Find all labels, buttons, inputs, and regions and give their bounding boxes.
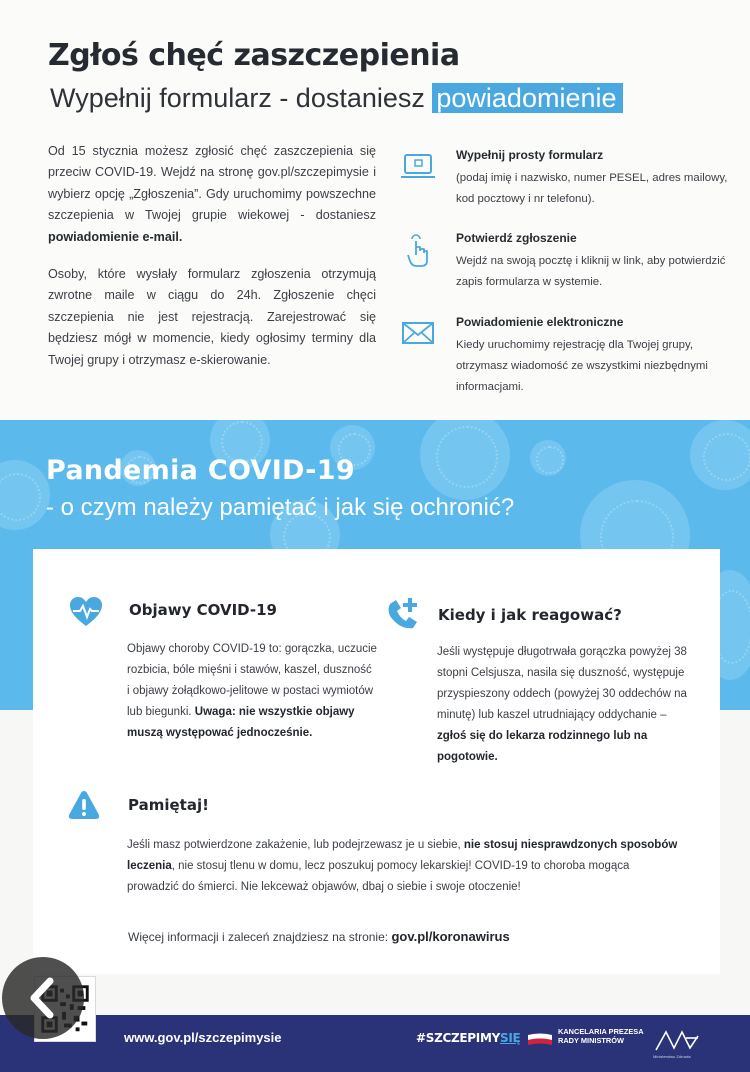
kprm-logo-text bbox=[558, 1027, 648, 1045]
virus-decoration bbox=[690, 420, 750, 490]
step-body: Wejdź na swoją pocztę i kliknij w link, aby potwierdzić zapis formularza w systemie. bbox=[456, 255, 726, 288]
symptoms-note: Uwaga: nie wszystkie objawy muszą występować jednocześnie. bbox=[127, 706, 355, 739]
remember-text-a: Jeśli masz potwierdzone zakażenie, lub podejrzewasz je u siebie, bbox=[127, 839, 464, 851]
kprm-line-2: RADY MINISTRÓW bbox=[558, 1036, 624, 1045]
symptoms-body bbox=[127, 639, 377, 744]
virus-decoration bbox=[0, 460, 50, 530]
more-info-text: Więcej informacji i zaleceń znajdziesz na stronie: bbox=[128, 930, 392, 944]
remember-bold: nie stosuj niesprawdzonych sposobów leczenia bbox=[127, 839, 678, 872]
step-title: Potwierdź zgłoszenie bbox=[456, 231, 577, 245]
step-body: Kiedy uruchomimy rejestrację dla Twojej grupy, otrzymasz wiadomość ze wszystkimi niezbędnymi informacjami. bbox=[456, 339, 708, 393]
react-bold: zgłoś się do lekarza rodzinnego lub na pogotowie. bbox=[437, 730, 648, 763]
banner-title: Pandemia COVID-19 bbox=[46, 455, 355, 486]
remember-text-b: , nie stosuj tlenu w domu, lecz poszukuj pomocy lekarskiej! COVID-19 to choroba mogąca prowadzić do śmierci. Nie lekceważ objawów, dbaj o siebie i swoje otoczenie! bbox=[127, 860, 630, 893]
more-info-line bbox=[128, 926, 628, 948]
virus-decoration bbox=[530, 440, 566, 476]
phone-plus-icon bbox=[384, 596, 422, 632]
laptop-icon bbox=[400, 150, 436, 186]
virus-decoration bbox=[420, 420, 510, 500]
poland-flag-icon bbox=[528, 1032, 552, 1048]
hashtag-end: SIĘ bbox=[500, 1031, 521, 1045]
hashtag-main: #SZCZEPIMY bbox=[416, 1031, 500, 1045]
chevron-left-icon bbox=[2, 957, 84, 1039]
remember-title: Pamiętaj! bbox=[128, 796, 209, 814]
intro-paragraph-2: Osoby, które wysłały formularz zgłoszenia otrzymują zwrotne maile w ciągu do 24h. Zgłoszenie chęci szczepienia nie jest rejestracją. Zarejestrować się będziesz mógł w momencie, kiedy ogłosimy terminy dla Twojej grupy i otrzymasz e-skierowanie. bbox=[48, 267, 376, 367]
intro-p1-bold: powiadomienie e-mail. bbox=[48, 229, 183, 244]
ministry-name: Ministerstwo Zdrowia bbox=[653, 1054, 691, 1059]
envelope-icon bbox=[400, 317, 436, 353]
warning-icon bbox=[67, 789, 101, 821]
back-button[interactable] bbox=[2, 957, 84, 1039]
kprm-line-1: KANCELARIA PREZESA bbox=[558, 1027, 644, 1036]
subtitle-prefix: Wypełnij formularz - dostaniesz bbox=[50, 83, 433, 113]
step-body: (podaj imię i nazwisko, numer PESEL, adres mailowy, kod pocztowy i nr telefonu). bbox=[456, 172, 728, 205]
intro-p1-text: Od 15 stycznia możesz zgłosić chęć zaszczepienia się przeciw COVID-19. Wejdź na stronę gov.pl/szczepimysie i wybierz opcję „Zgłoszenia”. Gdy uruchomimy powszechne szczepienia w Twojej grupie wiekowej - dostaniesz bbox=[48, 144, 376, 223]
tap-hand-icon bbox=[400, 233, 436, 269]
intro-paragraph-1 bbox=[48, 141, 376, 248]
symptoms-text: Objawy choroby COVID-19 to: gorączka, uczucie rozbicia, bóle mięśni i stawów, kaszel, duszność i objawy żołądkowo-jelitowe w postaci wymiotów lub biegunki. bbox=[127, 643, 377, 718]
page-title: Zgłoś chęć zaszczepienia bbox=[48, 38, 460, 73]
react-title: Kiedy i jak reagować? bbox=[438, 606, 622, 624]
step-title: Wypełnij prosty formularz bbox=[456, 148, 604, 162]
more-info-link[interactable]: gov.pl/koronawirus bbox=[391, 929, 510, 944]
page-subtitle bbox=[50, 83, 623, 114]
step-title: Powiadomienie elektroniczne bbox=[456, 315, 624, 329]
heartbeat-icon bbox=[69, 596, 103, 628]
subtitle-highlight: powiadomienie bbox=[432, 83, 622, 113]
react-text: Jeśli występuje długotrwała gorączka powyżej 38 stopni Celsjusza, nasila się duszność, występuje przyspieszony oddech (powyżej 30 oddechów na minutę) lub kaszel utrudniający oddychanie – bbox=[437, 646, 687, 721]
footer-url[interactable]: www.gov.pl/szczepimysie bbox=[124, 1030, 282, 1045]
react-body bbox=[437, 642, 692, 768]
remember-body bbox=[127, 835, 682, 898]
symptoms-title: Objawy COVID-19 bbox=[129, 601, 277, 619]
campaign-hashtag bbox=[416, 1031, 520, 1045]
banner-subtitle: - o czym należy pamiętać i jak się ochronić? bbox=[46, 494, 515, 521]
